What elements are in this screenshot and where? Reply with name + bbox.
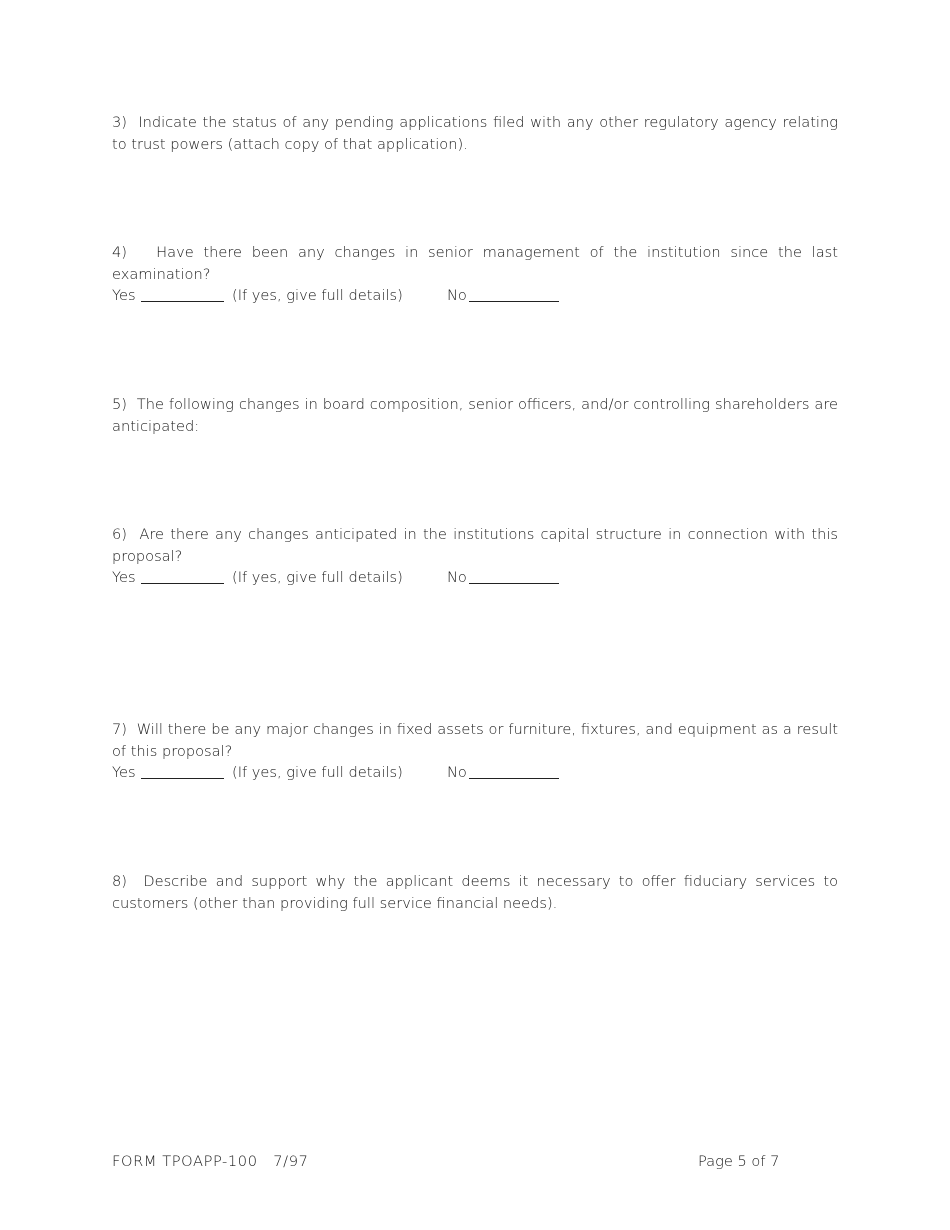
yes-label: Yes bbox=[112, 287, 136, 304]
question-5-text bbox=[112, 394, 838, 437]
question-7-number: 7) bbox=[112, 721, 127, 738]
question-7-body: Will there be any major changes in fixed assets or furniture, fixtures, and equipment as a result of this proposal? bbox=[112, 721, 839, 760]
page-number: Page 5 of 7 bbox=[698, 1153, 780, 1170]
question-3 bbox=[112, 112, 838, 155]
question-4-body: Have there been any changes in senior management of the institution since the last examination? bbox=[112, 244, 838, 283]
question-4 bbox=[112, 242, 838, 307]
yes-answer-blank[interactable] bbox=[141, 301, 224, 302]
question-8-body: Describe and support why the applicant deems it necessary to offer fiduciary services to customers (other than providing full service financial needs). bbox=[112, 873, 839, 912]
form-identifier: FORM TPOAPP-100 7/97 bbox=[112, 1153, 309, 1170]
no-answer-blank[interactable] bbox=[469, 778, 559, 779]
question-5-number: 5) bbox=[112, 396, 127, 413]
no-label: No bbox=[447, 287, 467, 304]
details-note: (If yes, give full details) bbox=[232, 287, 403, 304]
question-4-text bbox=[112, 242, 838, 285]
yes-label: Yes bbox=[112, 764, 136, 781]
question-8 bbox=[112, 871, 838, 914]
question-6-body: Are there any changes anticipated in the institutions capital structure in connection with this proposal? bbox=[112, 526, 838, 565]
no-label: No bbox=[447, 764, 467, 781]
question-6-text bbox=[112, 524, 838, 567]
details-note: (If yes, give full details) bbox=[232, 569, 403, 586]
details-note: (If yes, give full details) bbox=[232, 764, 403, 781]
question-6-number: 6) bbox=[112, 526, 127, 543]
question-4-yes-no bbox=[112, 285, 838, 307]
yes-answer-blank[interactable] bbox=[141, 583, 224, 584]
question-4-number: 4) bbox=[112, 244, 127, 261]
question-5 bbox=[112, 394, 838, 437]
question-7-text bbox=[112, 719, 838, 762]
question-8-text bbox=[112, 871, 838, 914]
question-7-yes-no bbox=[112, 762, 838, 784]
question-8-number: 8) bbox=[112, 873, 127, 890]
question-6 bbox=[112, 524, 838, 589]
question-7 bbox=[112, 719, 838, 784]
yes-answer-blank[interactable] bbox=[141, 778, 224, 779]
question-6-yes-no bbox=[112, 567, 838, 589]
no-answer-blank[interactable] bbox=[469, 301, 559, 302]
question-3-body: Indicate the status of any pending applications filed with any other regulatory agency relating to trust powers (attach copy of that application). bbox=[112, 114, 838, 153]
question-3-number: 3) bbox=[112, 114, 127, 131]
question-3-text bbox=[112, 112, 838, 155]
no-label: No bbox=[447, 569, 467, 586]
no-answer-blank[interactable] bbox=[469, 583, 559, 584]
question-5-body: The following changes in board composition, senior officers, and/or controlling shareholders are anticipated: bbox=[112, 396, 838, 435]
yes-label: Yes bbox=[112, 569, 136, 586]
